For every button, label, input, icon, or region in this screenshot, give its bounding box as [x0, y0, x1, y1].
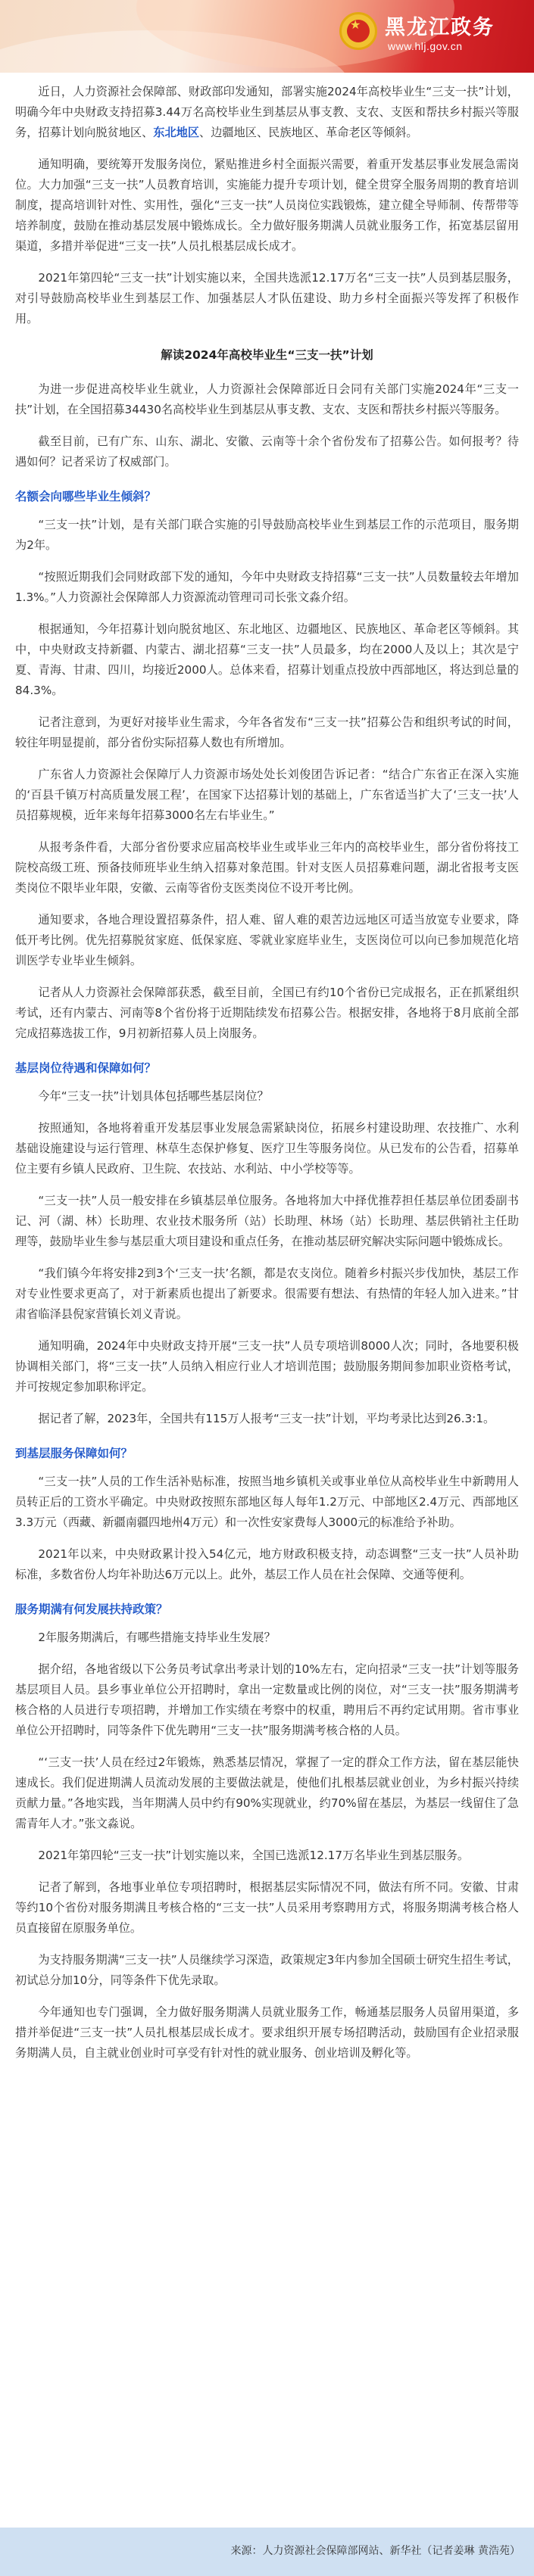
section-heading: 到基层服务保障如何？ — [15, 1447, 133, 1460]
article-body — [0, 73, 534, 2064]
section-paragraph: 今年“三支一扶”计划具体包括哪些基层岗位？ — [38, 1089, 269, 1103]
section-paragraph: 2021年以来，中央财政累计投入54亿元，地方财政积极支持，动态调整“三支一扶”人员补助标准，多数省份人均年补助达6万元以上。此外，基层工作人员在社会保障、交通等便利。 — [15, 1547, 519, 1581]
section-paragraph: “我们镇今年将安排2到3个‘三支一扶’名额，都是农支岗位。随着乡村振兴步伐加快，基层工作对专业性要求更高了，对于新素质也提出了新要求。很需要有想法、有热情的年轻人加入进来。”甘肃省临泽县倪家营镇长刘义青说。 — [15, 1266, 519, 1321]
section-paragraph: 据介绍，各地省级以下公务员考试拿出考录计划的10%左右，定向招录“三支一扶”计划等服务基层项目人员。县乡事业单位公开招聘时，拿出一定数量或比例的岗位，对“三支一扶”服务期满考核合格的人员进行专项招聘，并增加工作实绩在考察中的权重，聘用后不再约定试用期。省市事业单位公开招聘时，同等条件下优先聘用“三支一扶”服务期满考核合格的人员。 — [15, 1662, 519, 1737]
intro-paragraph: 2021年第四轮“三支一扶”计划实施以来，全国共选派12.17万名“三支一扶”人员到基层服务，对引导鼓励高校毕业生到基层工作、加强基层人才队伍建设、助力乡村全面振兴等发挥了积极作用。 — [15, 271, 519, 326]
site-name[interactable]: 黑龙江政务 — [385, 16, 495, 39]
section-paragraph: 据记者了解，2023年，全国共有115万人报考“三支一扶”计划，平均考录比达到26.3:1。 — [38, 1412, 495, 1425]
section-heading: 基层岗位待遇和保障如何？ — [15, 1061, 157, 1075]
article-subtitle: 解读2024年高校毕业生“三支一扶”计划 — [161, 348, 373, 362]
section-paragraph: 广东省人力资源社会保障厅人力资源市场处处长刘俊团告诉记者：“结合广东省正在深入实施的‘百县千镇万村高质量发展工程’，在国家下达招募计划的基础上，广东省适当扩大了‘三支一扶’人员招募规模，近年来每年招募3000名左右毕业生。” — [15, 768, 519, 822]
section-paragraph: “‘三支一扶’人员在经过2年锻炼，熟悉基层情况，掌握了一定的群众工作方法，留在基层能快速成长。我们促进期满人员流动发展的主要做法就是，使他们扎根基层就业创业，为乡村振兴持续贡献力量。”各地实践，当年期满人员中约有90%实现就业，约70%留在基层，为基层一线留住了急需青年人才。”张文淼说。 — [15, 1755, 519, 1830]
section-paragraph: 2021年第四轮“三支一扶”计划实施以来，全国已选派12.17万名毕业生到基层服务。 — [38, 1849, 470, 1862]
section-paragraph: 通知明确，2024年中央财政支持开展“三支一扶”人员专项培训8000人次；同时，各地要积极协调相关部门，将“三支一扶”人员纳入相应行业人才培训范围；鼓励服务期间参加职业资格考试，并可按规定参加职称评定。 — [15, 1339, 519, 1394]
lead-paragraph: 为进一步促进高校毕业生就业，人力资源社会保障部近日会同有关部门实施2024年“三支一扶”计划，在全国招募34430名高校毕业生到基层从事支教、支农、支医和帮扶乡村振兴等服务。 — [15, 382, 519, 416]
section-paragraph: 根据通知，今年招募计划向脱贫地区、东北地区、边疆地区、民族地区、革命老区等倾斜。其中，中央财政支持新疆、内蒙古、湖北招募“三支一扶”人员最多，均在2000人及以上；其次是宁夏、青海、甘肃、四川，均接近2000人。总体来看，招募计划重点投放中西部地区，将达到总量的84.3%。 — [15, 622, 519, 697]
intro-paragraph: 通知明确，要统筹开发服务岗位，紧贴推进乡村全面振兴需要，着重开发基层事业发展急需岗位。大力加强“三支一扶”人员教育培训，实施能力提升专项计划，健全贯穿全服务周期的教育培训制度，提高培训针对性、实用性，强化“三支一扶”人员岗位实践锻炼，建立健全导师制、传帮带等培养制度，鼓励在推动基层发展中锻炼成长。全力做好服务期满人员就业服务工作，拓宽基层留用渠道，多措并举促进“三支一扶”人员扎根基层成长成才。 — [15, 157, 519, 253]
section-paragraph: “三支一扶”人员一般安排在乡镇基层单位服务。各地将加大中择优推荐担任基层单位团委副书记、河（湖、林）长助理、农业技术服务所（站）长助理、林场（站）长助理、基层供销社主任助理等，鼓励毕业生参与基层重大项目建设和重点任务，在推动基层研究解决实际问题中锻炼成长。 — [15, 1194, 519, 1248]
intro-paragraph: 近日，人力资源社会保障部、财政部印发通知，部署实施2024年高校毕业生“三支一扶”计划，明确今年中央财政支持招募3.44万名高校毕业生到基层从事支教、支农、支医和帮扶乡村振兴等服务，招募计划向脱贫地区、东北地区、边疆地区、民族地区、革命老区等倾斜。 — [15, 85, 519, 139]
section-paragraph: “按照近期我们会同财政部下发的通知，今年中央财政支持招募“三支一扶”人员数量较去年增加1.3%。”人力资源社会保障部人力资源流动管理司司长张文淼介绍。 — [15, 570, 519, 604]
section-paragraph: 通知要求，各地合理设置招募条件，招人难、留人难的艰苦边远地区可适当放宽专业要求，降低开考比例。优先招募脱贫家庭、低保家庭、零就业家庭毕业生，支医岗位可以向已参加规范化培训医学专业毕业生倾斜。 — [15, 913, 519, 967]
section-heading: 名额会向哪些毕业生倾斜？ — [15, 490, 157, 503]
footer — [0, 2528, 534, 2576]
section-paragraph: 记者了解到，各地事业单位专项招聘时，根据基层实际情况不同，做法有所不同。安徽、甘肃等约10个省份对服务期满且考核合格的“三支一扶”人员采用考察聘用方式，将服务期满考核合格人员直接留在原服务单位。 — [15, 1880, 519, 1935]
section-heading: 服务期满有何发展扶持政策？ — [15, 1603, 168, 1616]
section-paragraph: “三支一扶”计划，是有关部门联合实施的引导鼓励高校毕业生到基层工作的示范项目，服务期为2年。 — [15, 518, 519, 552]
national-emblem-icon: ★ — [339, 12, 377, 50]
section-paragraph: 按照通知，各地将着重开发基层事业发展急需紧缺岗位，拓展乡村建设助理、农技推广、水利基础设施建设与运行管理、林草生态保护修复、医疗卫生等服务岗位。从已发布的公告看，招募单位主要有乡镇人民政府、卫生院、农技站、水利站、中小学校等等。 — [15, 1121, 519, 1176]
section-paragraph: 今年通知也专门强调，全力做好服务期满人员就业服务工作，畅通基层服务人员留用渠道，多措并举促进“三支一扶”人员扎根基层成长成才。要求组织开展专场招聘活动，鼓励国有企业招录服务期满人员，自主就业创业时可享受有针对性的就业服务、创业培训及孵化等。 — [15, 2005, 519, 2060]
site-url[interactable]: www.hlj.gov.cn — [388, 40, 463, 52]
section-paragraph: 记者从人力资源社会保障部获悉，截至目前，全国已有约10个省份已完成报名，正在抓紧组织考试，还有内蒙古、河南等8个省份将于近期陆续发布招募公告。根据安排，各地将于8月底前全部完成招募选拔工作，9月初新招募人员上岗服务。 — [15, 986, 519, 1040]
highlight-keyword: 东北地区 — [153, 126, 199, 139]
section-paragraph: 为支持服务期满“三支一扶”人员继续学习深造，政策规定3年内参加全国硕士研究生招生考试，初试总分加10分，同等条件下优先录取。 — [15, 1953, 519, 1987]
lead-paragraph: 截至目前，已有广东、山东、湖北、安徽、云南等十余个省份发布了招募公告。如何报考？待遇如何？记者采访了权威部门。 — [15, 435, 519, 469]
header-banner — [0, 0, 534, 73]
section-paragraph: 记者注意到，为更好对接毕业生需求，今年各省发布“三支一扶”招募公告和组织考试的时间，较往年明显提前，部分省份实际招募人数也有所增加。 — [15, 715, 519, 749]
section-paragraph: 2年服务期满后，有哪些措施支持毕业生发展？ — [38, 1631, 276, 1644]
section-paragraph: “三支一扶”人员的工作生活补贴标准，按照当地乡镇机关或事业单位从高校毕业生中新聘用人员转正后的工资水平确定。中央财政按照东部地区每人每年1.2万元、中部地区2.4万元、西部地区3.3万元（西藏、新疆南疆四地州4万元）和一次性安家费每人3000元的标准给予补助。 — [15, 1475, 519, 1529]
section-paragraph: 从报考条件看，大部分省份要求应届高校毕业生或毕业三年内的高校毕业生，部分省份将技工院校高级工班、预备技师班毕业生纳入招募对象范围。针对支医人员招募难问题，湖北省报考支医类岗位不限毕业年限，安徽、云南等省份支医类岗位不设开考比例。 — [15, 840, 519, 895]
article-source: 来源：人力资源社会保障部网站、新华社（记者姜琳 黄浩苑） — [230, 2545, 520, 2557]
